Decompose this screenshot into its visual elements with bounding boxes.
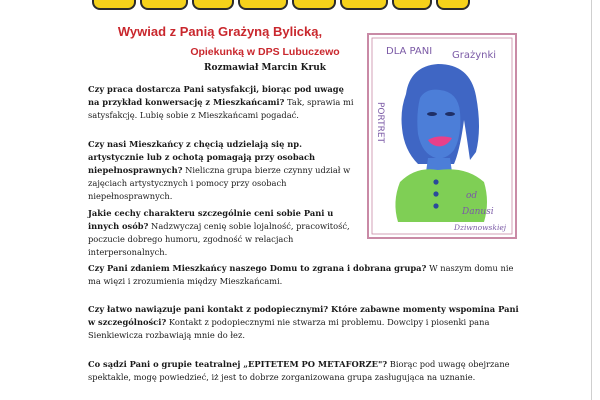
qa-block-5 [88, 303, 520, 342]
qa-block-1 [88, 83, 358, 122]
qa-block-4 [88, 262, 520, 288]
answer-text: Tak, sprawia mi satysfakcję. Lubię sobie z Mieszkańcami pogadać. [88, 97, 354, 120]
question-text: Czy praca dostarcza Pani satysfakcji, biorąc pod uwagę na przykład konwersację z Mieszkańcami? [88, 84, 344, 107]
portrait-caption-side: PORTRET [375, 102, 385, 144]
header-banner-strip [0, 0, 600, 10]
banner-letter-shape [292, 0, 336, 10]
banner-letter-shape [140, 0, 188, 10]
banner-letter-shape [392, 0, 432, 10]
banner-letter-shape [238, 0, 288, 10]
question-text: Czy nasi Mieszkańcy z chęcią udzielają się np. artystycznie lub z ochotą pomagają przy osobach niepełnosprawnych? [88, 139, 316, 175]
portrait-signature-name: Danusi [462, 207, 494, 217]
answer-text: Nieliczna grupa bierze czynny udział w zajęciach artystycznych i pomocy przy osobach niepełnosprawnych. [88, 165, 351, 201]
qa-block-6 [88, 358, 520, 384]
portrait-button [433, 191, 438, 196]
banner-letter-shape [436, 0, 470, 10]
portrait-left-eye [427, 112, 437, 116]
qa-block-3 [88, 207, 358, 259]
page-edge-rule [591, 0, 592, 400]
article-title: Wywiad z Panią Grażyną Bylicką, [117, 24, 323, 39]
article-subtitle: Opiekunką w DPS Lubuczewo [190, 46, 340, 58]
portrait-button [433, 179, 438, 184]
question-text: Co sądzi Pani o grupie teatralnej „EPITETEM PO METAFORZE"? [88, 359, 388, 369]
portrait-caption-top: DLA PANI [386, 46, 433, 57]
question-text: Czy Pani zdaniem Mieszkańcy naszego Domu to zgrana i dobrana grupa? [88, 263, 427, 273]
banner-letter-shape [192, 0, 234, 10]
portrait-signature-from: od [466, 191, 478, 201]
answer-text: Kontakt z podopiecznymi nie stwarza mi problemu. Dowcipy i piosenki pana Sienkiewicza rozbawiają mnie do łez. [88, 317, 490, 340]
portrait-signature-surname: Dziwnowskiej [454, 223, 507, 232]
article-byline: Rozmawiał Marcin Kruk [204, 63, 326, 73]
portrait-caption-name: Grażynki [452, 50, 497, 61]
question-text: Jakie cechy charakteru szczególnie ceni sobie Pani u innych osób? [88, 208, 334, 231]
banner-letter-shape [340, 0, 388, 10]
banner-letter-shape [92, 0, 136, 10]
answer-text: Nadzwyczaj cenię sobie lojalność, pracowitość, poczucie dobrego humoru, zgodność w relacjach interpersonalnych. [88, 221, 350, 257]
portrait-drawing [366, 32, 518, 240]
qa-block-2 [88, 138, 358, 203]
portrait-face [417, 90, 460, 159]
portrait-button [433, 203, 438, 208]
question-text: Czy łatwo nawiązuje pani kontakt z podopiecznymi? Które zabawne momenty wspomina Pani w szczególności? [88, 304, 519, 327]
answer-text: W naszym domu nie ma więzi i zrozumienia między Mieszkańcami. [88, 263, 514, 286]
portrait-right-eye [445, 112, 455, 116]
answer-text: Biorąc pod uwagę obejrzane spektakle, mogę powiedzieć, iż jest to dobrze zorganizowana grupa zasługująca na uznanie. [88, 359, 510, 382]
